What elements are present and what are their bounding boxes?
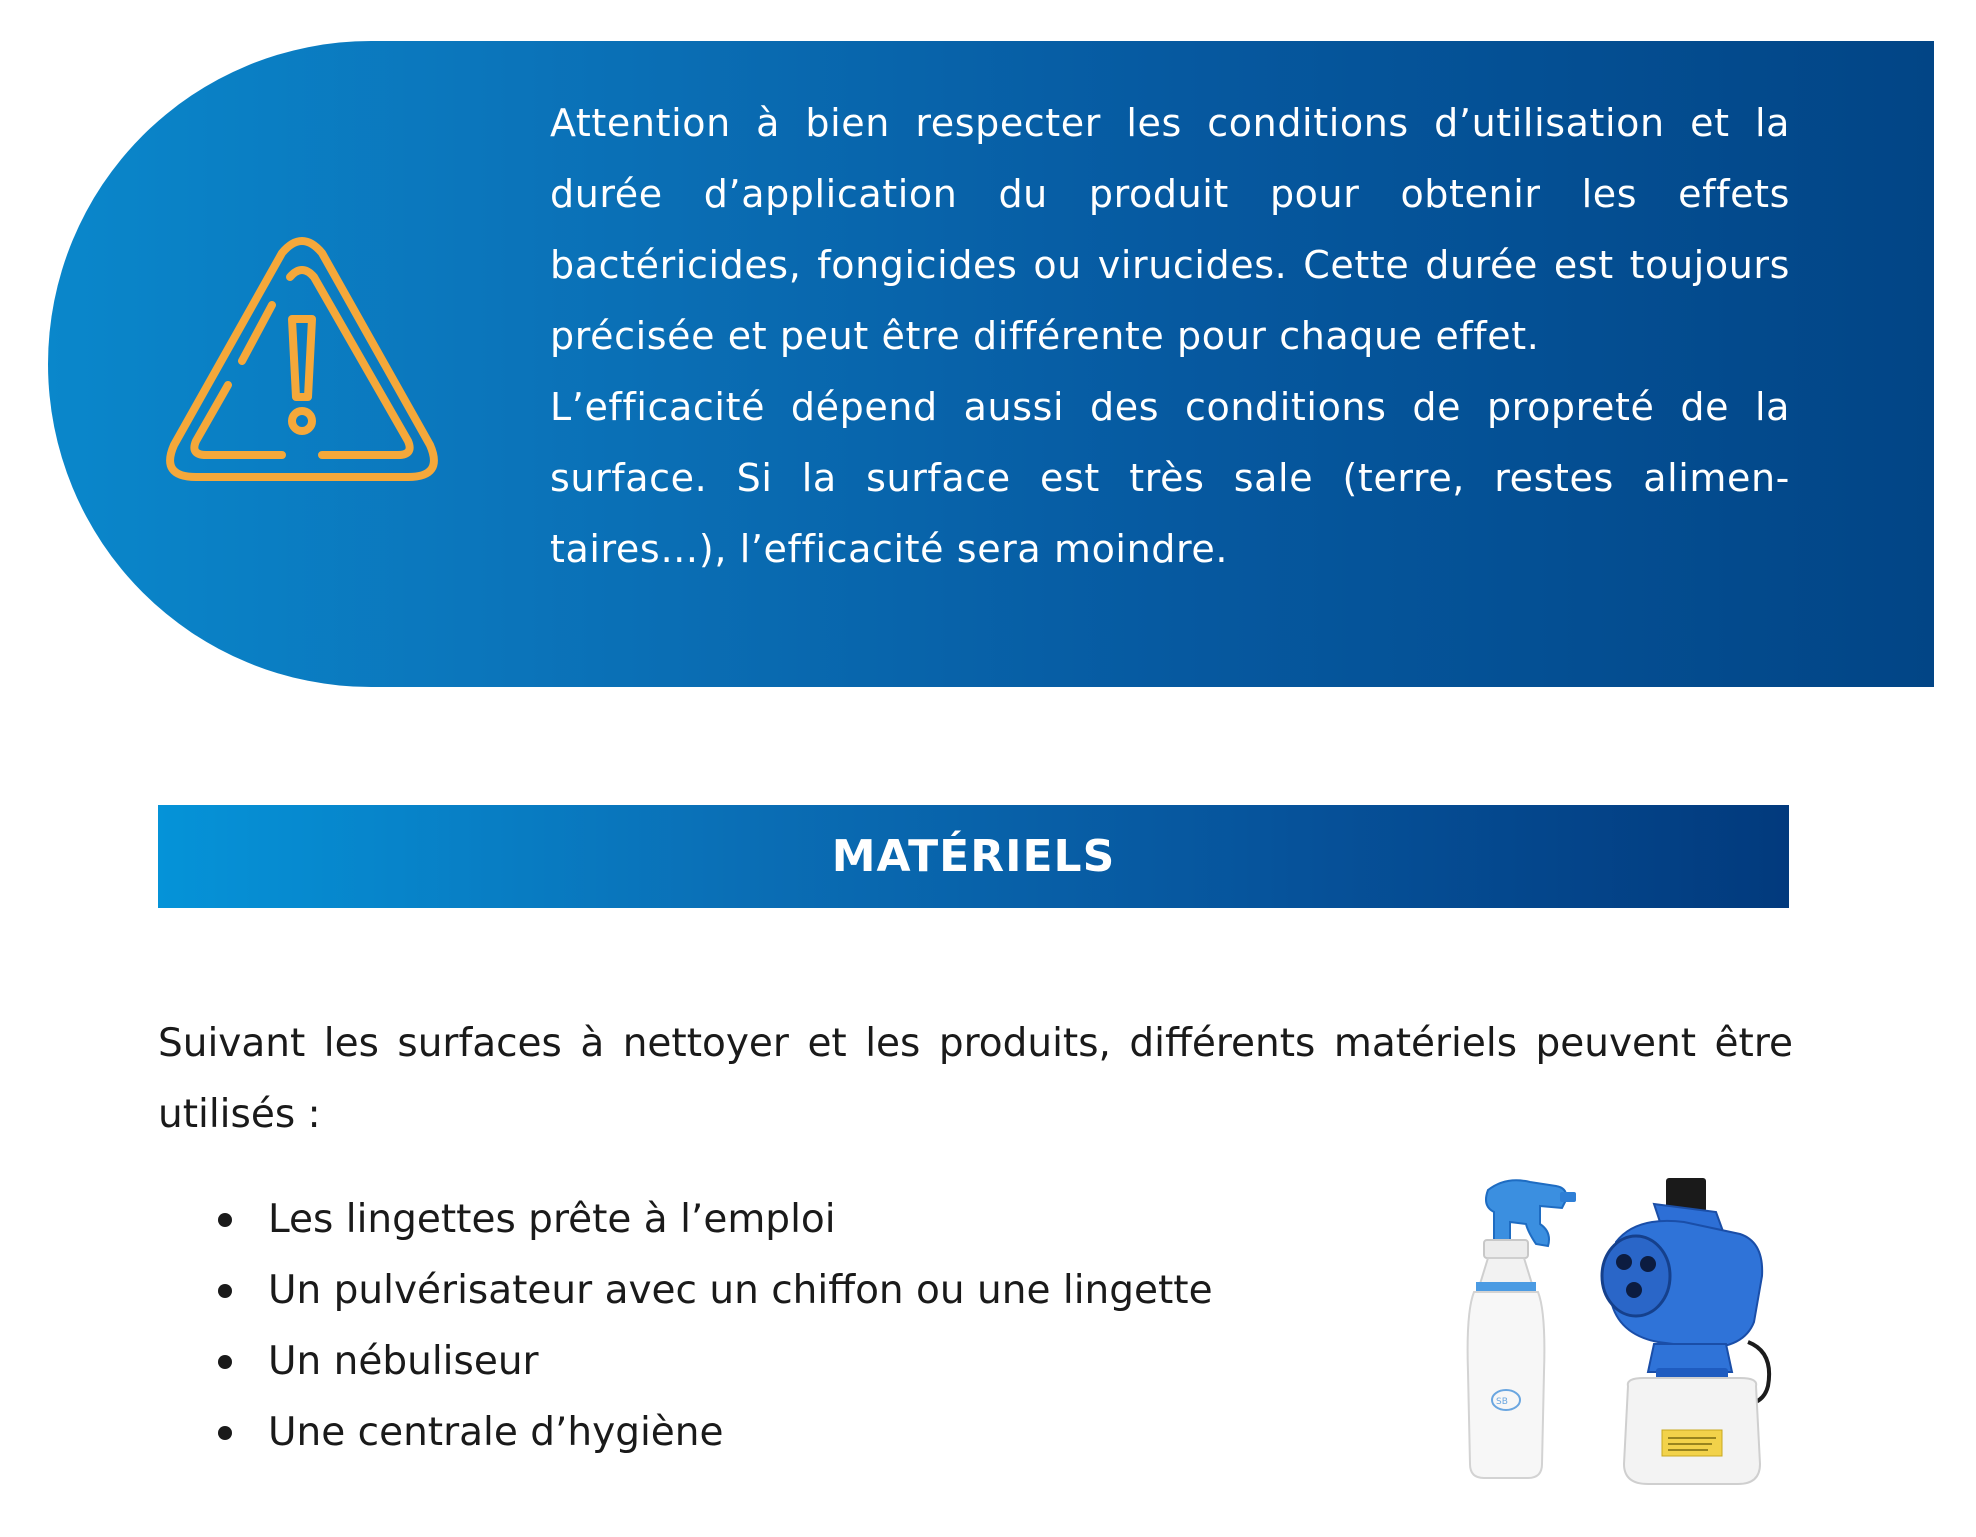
warning-paragraph-1: Attention à bien respecter les conditions d’utilisation et la durée d’application du produit pour obtenir les effets bactéricides, fongicides ou virucides. Cette durée est toujours précisée et peut être différente pour chaque effet.: [550, 101, 1790, 358]
list-item-label: Les lingettes prête à l’emploi: [268, 1197, 836, 1242]
bullet-icon: [218, 1284, 232, 1298]
warning-paragraph-2: L’efficacité dépend aussi des conditions de propreté de la surface. Si la surface est très sale (terre, restes alimen-taires…), l’efficacité sera moindre.: [550, 385, 1790, 571]
materials-list: [210, 1184, 1213, 1468]
warning-banner: [48, 41, 1934, 687]
list-item: [210, 1184, 1213, 1255]
list-item: [210, 1255, 1213, 1326]
list-item-label: Une centrale d’hygiène: [268, 1410, 724, 1455]
svg-text:SB: SB: [1496, 1397, 1508, 1407]
list-item-label: Un nébuliseur: [268, 1339, 539, 1384]
list-item: [210, 1397, 1213, 1468]
nebulizer-icon: [1602, 1178, 1769, 1484]
warning-triangle-icon: [162, 233, 442, 493]
intro-text: Suivant les surfaces à nettoyer et les produits, différents matériels peuvent être utilisés :: [158, 1021, 1793, 1137]
spray-bottle-icon: [1468, 1180, 1576, 1478]
section-header: [158, 805, 1789, 908]
equipment-image: [1448, 1172, 1788, 1492]
bullet-icon: [218, 1426, 232, 1440]
section-title: MATÉRIELS: [831, 831, 1116, 882]
bullet-icon: [218, 1355, 232, 1369]
warning-text: [550, 88, 1790, 585]
list-item-label: Un pulvérisateur avec un chiffon ou une lingette: [268, 1268, 1213, 1313]
bullet-icon: [218, 1213, 232, 1227]
list-item: [210, 1326, 1213, 1397]
